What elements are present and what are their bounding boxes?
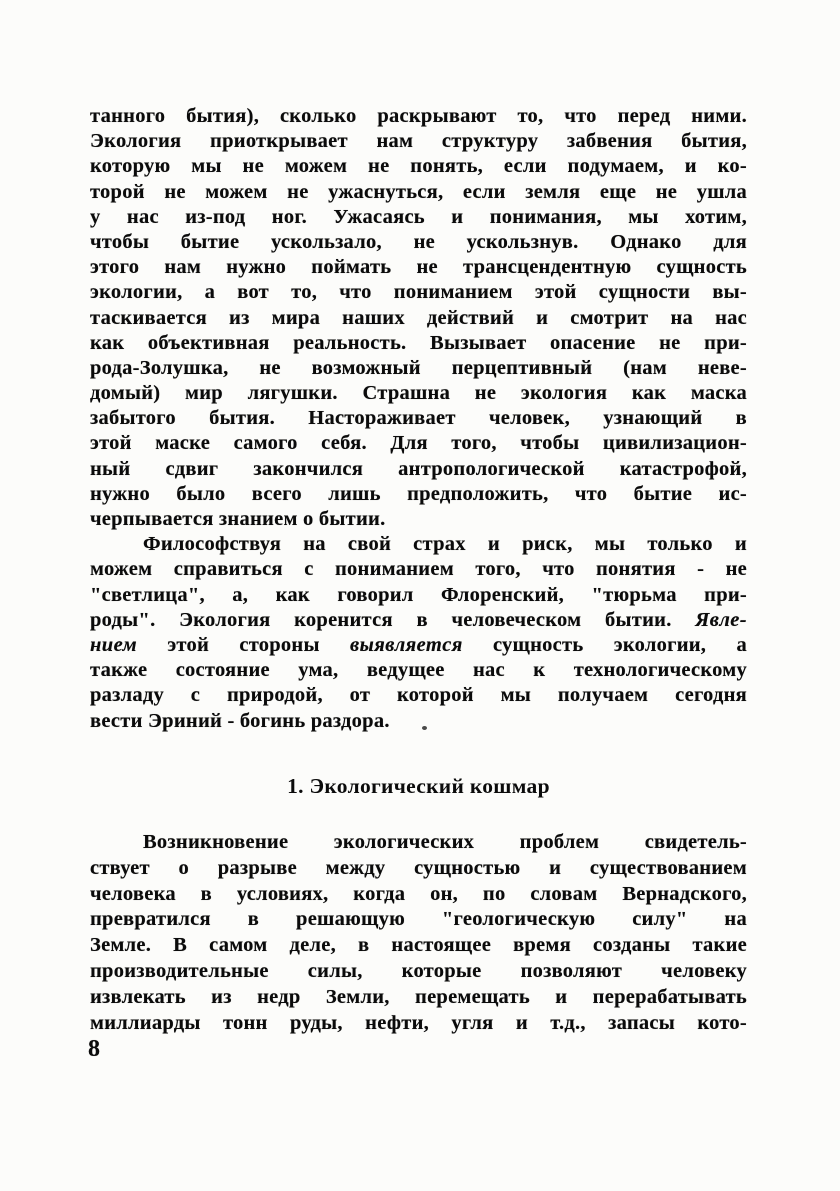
text-line: извлекать из недр Земли, перемещать и перерабатывать (90, 985, 747, 1008)
text-line: превратился в решающую "геологическую силу" на (90, 908, 747, 931)
text-line: Экология приоткрывает нам структуру забвения бытия, (90, 130, 747, 153)
text-line: как объективная реальность. Вызывает опасение не при- (90, 331, 747, 354)
text-line: можем справиться с пониманием того, что понятия - не (90, 558, 747, 581)
paragraph (90, 104, 747, 532)
text-line: также состояние ума, ведущее нас к технологическому (90, 659, 747, 682)
text-line: этого нам нужно поймать не трансцендентную сущность (90, 256, 747, 279)
page-number: 8 (88, 1036, 100, 1062)
section-heading: 1. Экологический кошмар (287, 774, 550, 798)
text-line: нужно было всего лишь предположить, что бытие ис- (90, 482, 747, 505)
paragraph (90, 532, 747, 734)
text-line: ствует о разрыве между сущностью и существованием (90, 856, 747, 879)
text-line: Возникновение экологических проблем свидетель- (143, 831, 747, 853)
text-line: черпывается знанием о бытии. (90, 508, 386, 530)
text-line: рода-Золушка, не возможный перцептивный (нам неве- (90, 356, 747, 379)
text-line: миллиарды тонн руды, нефти, угля и т.д., запасы кото- (90, 1011, 747, 1034)
text-line: "светлица", а, как говорил Флоренский, "тюрьма при- (90, 583, 747, 606)
text-line: забытого бытия. Настораживает человек, узнающий в (90, 407, 747, 430)
text-line: чтобы бытие ускользало, не ускользнув. Однако для (90, 230, 747, 253)
text-line: домый) мир лягушки. Страшна не экология как маска (90, 382, 747, 405)
text-line: таскивается из мира наших действий и смотрит на нас (90, 306, 747, 329)
text-line: роды". Экология коренится в человеческом бытии. Явле- (90, 608, 747, 631)
scan-artifact-dot (422, 726, 427, 730)
body-text-block (90, 830, 747, 1036)
text-line: Философствуя на свой страх и риск, мы только и (143, 533, 747, 556)
text-line: танного бытия), сколько раскрывают то, что перед ними. (90, 105, 747, 127)
text-line: экологии, а вот то, что пониманием этой сущности вы- (90, 281, 747, 304)
text-line: человека в условиях, когда он, по словам Вернадского, (90, 882, 747, 905)
paragraph (90, 830, 747, 1036)
text-line: производительные силы, которые позволяют человеку (90, 959, 747, 982)
text-line: вести Эриний - богинь раздора. (90, 709, 390, 732)
body-text-block (90, 104, 747, 734)
text-line: у нас из-под ног. Ужасаясь и понимания, мы хотим, (90, 205, 747, 228)
text-line: Земле. В самом деле, в настоящее время созданы такие (90, 934, 747, 957)
text-line: разладу с природой, от которой мы получаем сегодня (90, 684, 747, 707)
text-line: нием этой стороны выявляется сущность экологии, а (90, 633, 747, 656)
text-line: ный сдвиг закончился антропологической катастрофой, (90, 457, 747, 480)
text-line: торой не можем не ужаснуться, если земля еще не ушла (90, 180, 747, 203)
text-line: которую мы не можем не понять, если подумаем, и ко- (90, 155, 747, 178)
text-line: этой маске самого себя. Для того, чтобы цивилизацион- (90, 432, 747, 455)
